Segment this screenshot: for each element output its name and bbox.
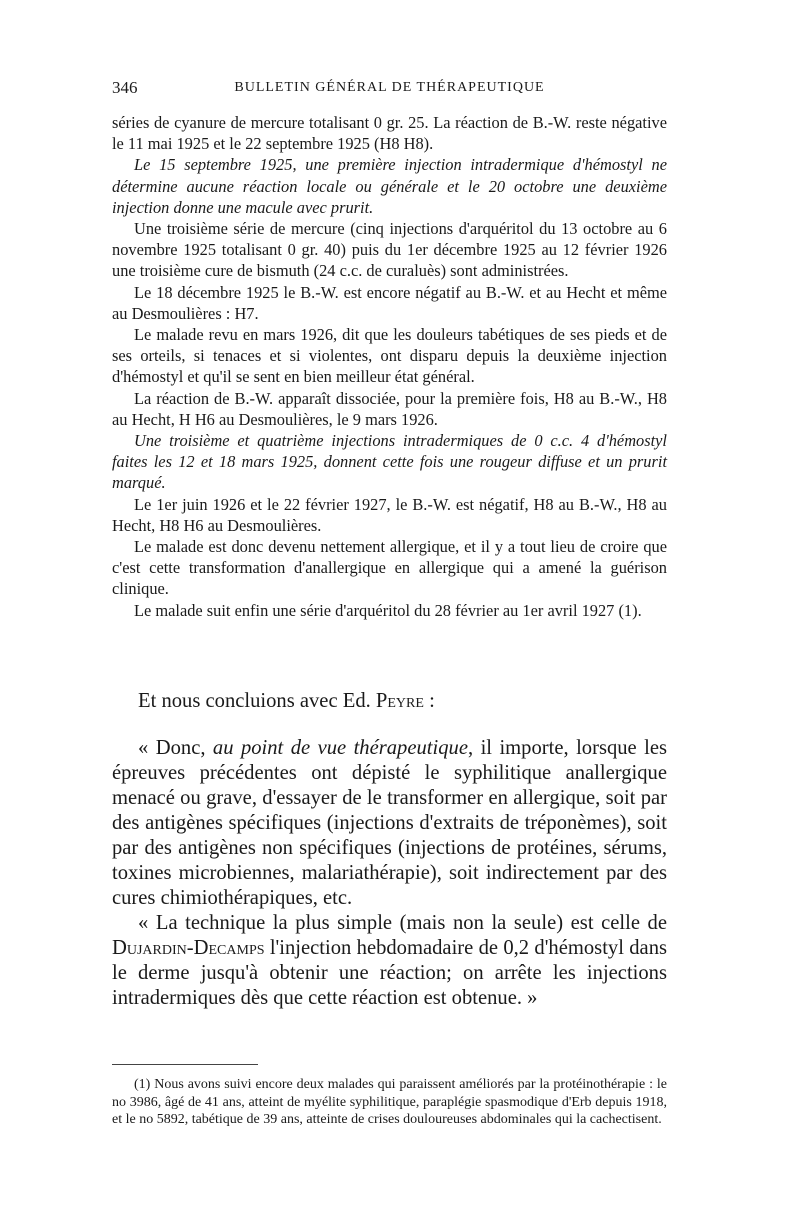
paragraph: Le 18 décembre 1925 le B.-W. est encore négatif au B.-W. et au Hecht et même au Desmoulières : H7. bbox=[112, 282, 667, 323]
paragraph: Le 15 septembre 1925, une première injection intradermique d'hémostyl ne détermine aucune réaction locale ou générale et le 20 octobre une deuxième injection donne une macule avec prurit. bbox=[112, 155, 667, 217]
conclusion-quote bbox=[112, 736, 667, 1011]
intro-text: Et nous concluions avec Ed. bbox=[138, 690, 376, 712]
emphasis: au point de vue thérapeutique bbox=[212, 737, 468, 759]
paragraph: Le malade est donc devenu nettement allergique, et il y a tout lieu de croire que c'est cette transformation d'anallergique en allergique qui a amené la guérison clinique. bbox=[112, 537, 667, 599]
quote-text: , il importe, lorsque les épreuves précédentes ont dépisté le syphilitique anallergique menacé ou grave, d'essayer de le transformer en allergique, soit par des antigènes spécifiques (injections d'extraits de tréponèmes), soit par des antigènes non spécifiques (injections de protéines, sérums, toxines microbiennes, malariathérapie), soit indirectement par des cures chimiothérapiques, etc. bbox=[112, 737, 668, 909]
paragraph: Une troisième et quatrième injections intradermiques de 0 c.c. 4 d'hémostyl faites les 12 et 18 mars 1925, donnent cette fois une rougeur diffuse et un prurit marqué. bbox=[112, 431, 667, 493]
quote-paragraph bbox=[112, 911, 667, 1011]
page-number: 346 bbox=[112, 78, 138, 97]
quote-open: « Donc, bbox=[138, 737, 213, 759]
quote-text: « La technique la plus simple (mais non la seule) est celle de bbox=[138, 912, 667, 934]
quote-paragraph bbox=[112, 736, 667, 911]
running-title: BULLETIN GÉNÉRAL DE THÉRAPEUTIQUE bbox=[234, 80, 545, 95]
paragraph: Une troisième série de mercure (cinq injections d'arquéritol du 13 octobre au 6 novembre 1925 totalisant 0 gr. 40) puis du 1er décembre 1925 au 12 février 1926 une troisième cure de bismuth (24 c.c. de curaluès) sont administrées. bbox=[112, 219, 667, 281]
paragraph: Le malade revu en mars 1926, dit que les douleurs tabétiques de ses pieds et de ses orteils, si tenaces et si violentes, ont disparu depuis la deuxième injection d'hémostyl et qu'il se sent en bien meilleur état général. bbox=[112, 325, 667, 387]
footnote-text: (1) Nous avons suivi encore deux malades qui paraissent améliorés par la protéinothérapie : le no 3986, âgé de 41 ans, atteint de myélite syphilitique, paraplégie spasmodique d'Erb depuis 1918, et le no 5892, tabétique de 39 ans, atteinte de crises douloureuses abdominales qui la cachectisent. bbox=[112, 1077, 667, 1127]
paragraph: séries de cyanure de mercure totalisant 0 gr. 25. La réaction de B.-W. reste négative le 11 mai 1925 et le 22 septembre 1925 (H8 H8). bbox=[112, 113, 667, 154]
intro-colon: : bbox=[423, 690, 435, 712]
conclusion-intro bbox=[112, 688, 667, 714]
paragraph: Le malade suit enfin une série d'arquéritol du 28 février au 1er avril 1927 (1). bbox=[134, 600, 642, 620]
footnote bbox=[112, 1076, 667, 1129]
paragraph: La réaction de B.-W. apparaît dissociée, pour la première fois, H8 au B.-W., H8 au Hecht, H H6 au Desmoulières, le 9 mars 1926. bbox=[112, 388, 667, 429]
paragraph: Le 1er juin 1926 et le 22 février 1927, le B.-W. est négatif, H8 au B.-W., H8 au Hecht, H8 H6 au Desmoulières. bbox=[112, 494, 667, 535]
page-header bbox=[112, 78, 667, 102]
footnote-rule bbox=[112, 1064, 258, 1065]
case-report-text bbox=[112, 112, 667, 621]
author-name: Peyre bbox=[375, 690, 424, 712]
quote-text: l'injection hebdomadaire de 0,2 d'hémostyl dans le derme jusqu'à obtenir une réaction; on arrête les injections intradermiques dès que cette réaction est obtenue. » bbox=[112, 937, 667, 1009]
author-name: Dujardin-Decamps bbox=[112, 937, 265, 959]
